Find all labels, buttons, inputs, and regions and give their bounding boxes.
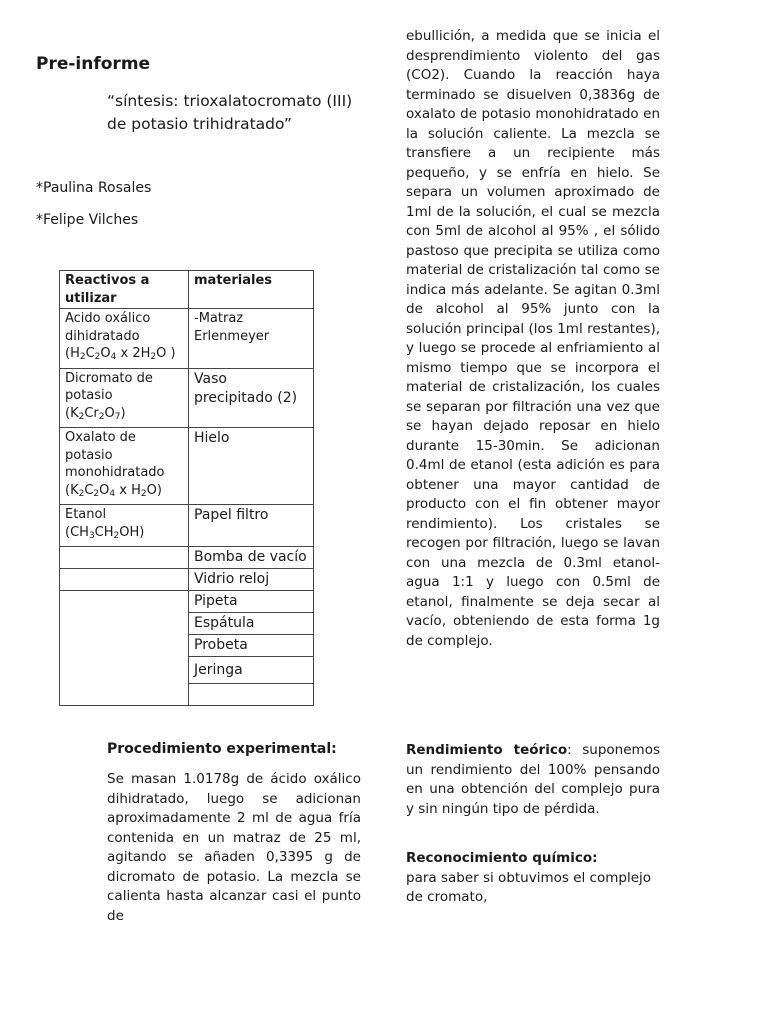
material-item: Jeringa [189, 657, 313, 684]
reactivo-name: Etanol [65, 507, 107, 522]
procedimiento-text: Se masan 1.0178g de ácido oxálico dihidratado, luego se adicionan aproximadamente 2 ml de agua fría contenida en un matraz de 25 ml, agitando se añaden 0,3395 g de dicromato de potasio. La mezcla se calienta hasta alcanzar casi el punto de [107, 771, 361, 924]
rendimiento-paragraph [406, 741, 660, 819]
author-name: *Paulina Rosales [36, 180, 152, 196]
table-header-row [60, 271, 314, 309]
material-cell: Vaso precipitado (2) [189, 368, 314, 428]
material-cell: Vidrio reloj [189, 569, 314, 591]
reactivo-name: Dicromato de potasio [65, 370, 153, 403]
rendimiento-text: : suponemos un rendimiento del 100% pensando en una obtención del complejo pura y sin ningún tipo de pérdida. [406, 742, 660, 817]
material-item [189, 684, 313, 705]
table-row [60, 591, 314, 706]
author-name: *Felipe Vilches [36, 212, 139, 228]
table-row [60, 428, 314, 505]
table-row [60, 569, 314, 591]
section-heading-procedimiento: Procedimiento experimental: [107, 741, 337, 757]
reactivo-formula: $(CH_3CH_2OH)$ [65, 524, 145, 541]
reactivo-cell [60, 505, 189, 547]
material-item: Espátula [189, 613, 313, 635]
header-reactivos: Reactivos a utilizar [60, 271, 189, 309]
section-heading-reconocimiento: Reconocimiento químico: [406, 850, 598, 866]
material-cell: -Matraz Erlenmeyer [189, 309, 314, 369]
header-materiales: materiales [189, 271, 314, 309]
material-item: Pipeta [189, 591, 313, 613]
material-cell: Bomba de vacío [189, 547, 314, 569]
reactivo-formula: ($H_2C_2O_4$ x $2H_2O$ ) [65, 346, 176, 362]
empty-cell [60, 591, 189, 706]
table-row [60, 368, 314, 428]
reactivo-formula: $(K_2Cr_2O_7)$ [65, 405, 126, 422]
materials-table [59, 270, 314, 706]
table-row [60, 547, 314, 569]
page-title: Pre-informe [36, 54, 151, 74]
material-cell: Papel filtro [189, 505, 314, 547]
material-stack-cell [189, 591, 314, 706]
document-subtitle: “síntesis: trioxalatocromato (III) de potasio trihidratado” [107, 92, 353, 133]
material-item: Probeta [189, 635, 313, 657]
table-row [60, 309, 314, 369]
reactivo-cell [60, 428, 189, 505]
reactivo-cell [60, 309, 189, 369]
table-row [60, 505, 314, 547]
reconocimiento-text: para saber si obtuvimos el complejo de cromato, [406, 869, 652, 905]
reconocimiento-paragraph [406, 849, 660, 908]
reactivo-formula: ($K_2C_2O_4$ x $H_2O$) [65, 482, 162, 499]
material-cell: Hielo [189, 428, 314, 505]
procedimiento-continuation-text: ebullición, a medida que se inicia el desprendimiento violento del gas (CO2). Cuando la reacción haya terminado se disuelven 0,3836g de oxalato de potasio monohidratado en la solución caliente. La mezcla se transfiere a un recipiente más pequeño, y se enfría en hielo. Se separa un volumen aproximado de 1ml de la solución, el cual se mezcla con 5ml de alcohol al 95% , el sólido pastoso que precipita se utiliza como material de cristalización tal como se indica más adelante. Se agitan 0.3ml de alcohol al 95% junto con la solución principal (los 1ml restantes), y luego se procede al enfriamiento al mismo tiempo que se incorpora el material de cristalización, los cuales se separan por filtración una vez que se hayan dejado reposar en hielo durante 15-30min. Se adicionan 0.4ml de etanol (esta adición es para obtener una mayor cantidad de producto con el fin obtener mayor rendimiento). Los cristales se recogen por filtración, luego se lavan con una mezcla de 0.3ml etanol-agua 1:1 y luego con 0.5ml de etanol, finalmente se deja secar al vacío, obteniendo de esta forma 1g de complejo. [406, 28, 660, 649]
reactivo-name: Acido oxálico dihidratado [65, 311, 151, 344]
empty-cell [60, 547, 189, 569]
empty-cell [60, 569, 189, 591]
section-heading-rendimiento: Rendimiento teórico [406, 742, 568, 758]
reactivo-name: Oxalato de potasio monohidratado [65, 430, 165, 480]
reactivo-cell [60, 368, 189, 428]
